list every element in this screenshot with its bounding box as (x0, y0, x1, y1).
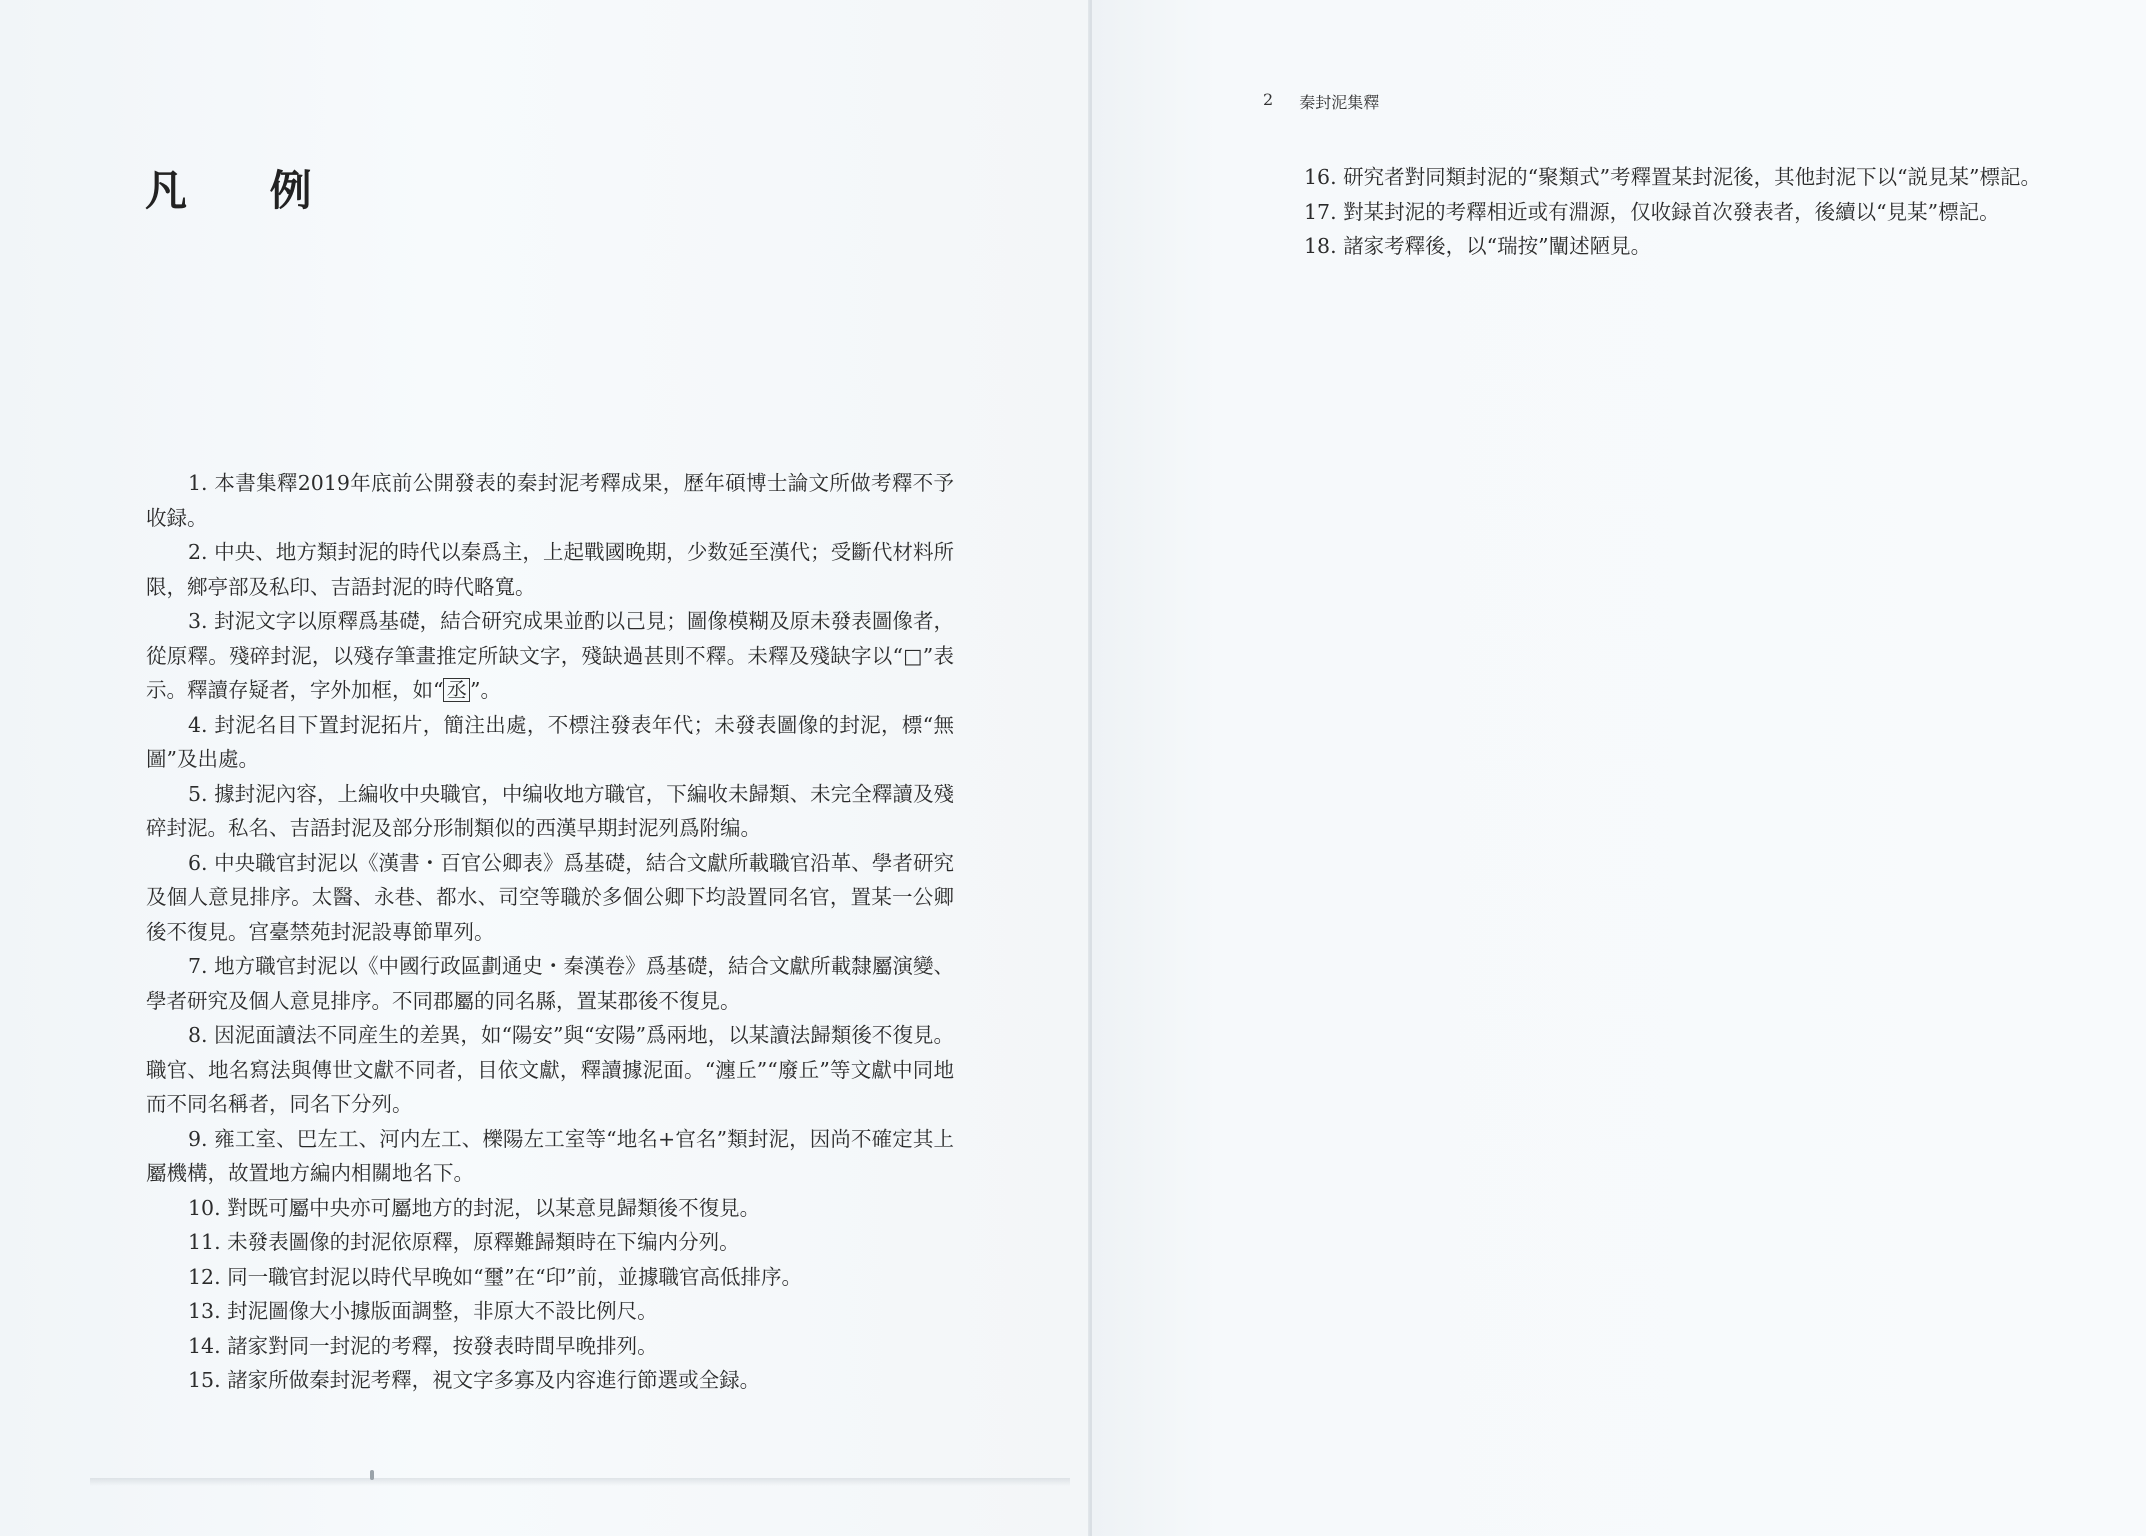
rule-item-1: 1. 本書集釋2019年底前公開發表的秦封泥考釋成果，歷年碩博士論文所做考釋不予收録。 (146, 471, 954, 530)
rule-item-4: 4. 封泥名目下置封泥拓片，簡注出處，不標注發表年代；未發表圖像的封泥，標“無圖”及出處。 (146, 712, 954, 771)
rule-item-5: 5. 據封泥內容，上編收中央職官，中编收地方職官，下編收未歸類、未完全釋讀及殘碎封泥。私名、吉語封泥及部分形制類似的西漢早期封泥列爲附编。 (146, 781, 954, 840)
rule-item-18: 18. 諸家考釋後，以“瑞按”闡述陋見。 (1304, 234, 1652, 258)
running-title: 秦封泥集釋 (1299, 93, 1380, 112)
rule-item-10: 10. 對既可屬中央亦可屬地方的封泥，以某意見歸類後不復見。 (188, 1195, 761, 1220)
rule-item-9: 9. 雍工室、巴左工、河内左工、櫟陽左工室等“地名+官名”類封泥，因尚不確定其上屬機構，故置地方編内相關地名下。 (146, 1126, 954, 1185)
rule-item-12: 12. 同一職官封泥以時代早晚如“璽”在“印”前，並據職官高低排序。 (188, 1264, 803, 1289)
rule-item-7: 7. 地方職官封泥以《中國行政區劃通史・秦漢卷》爲基礎，結合文獻所載隸屬演變、學者研究及個人意見排序。不同郡屬的同名縣，置某郡後不復見。 (146, 954, 954, 1013)
rule-item-3-tail: ”。 (469, 678, 501, 702)
page-title: 凡 例 (145, 166, 346, 215)
left-body-text (146, 466, 954, 1398)
rule-item-2: 2. 中央、地方類封泥的時代以秦爲主，上起戰國晚期，少数延至漢代；受斷代材料所限，鄉亭部及私印、吉語封泥的時代略寬。 (146, 540, 954, 599)
boxed-uncertain-char: 丞 (443, 678, 470, 702)
rule-item-3-text: 3. 封泥文字以原釋爲基礎，結合研究成果並酌以己見；圖像模糊及原未發表圖像者，從原釋。殘碎封泥，以殘存筆畫推定所缺文字，殘缺過甚則不釋。未釋及殘缺字以“□”表示。釋讀存疑者，字外加框，如“ (146, 609, 954, 702)
right-body-text (1262, 160, 2070, 264)
rule-item-15: 15. 諸家所做秦封泥考釋，視文字多寡及内容進行節選或全録。 (188, 1368, 761, 1392)
rule-item-8: 8. 因泥面讀法不同産生的差異，如“陽安”與“安陽”爲兩地，以某讀法歸類後不復見。職官、地名寫法與傳世文獻不同者，目依文獻，釋讀據泥面。“瀍丘”“廢丘”等文獻中同地而不同名稱者，同名下分列。 (146, 1023, 954, 1116)
rule-item-14: 14. 諸家對同一封泥的考釋，按發表時間早晚排列。 (188, 1333, 658, 1358)
rule-item-6: 6. 中央職官封泥以《漢書・百官公卿表》爲基礎，結合文獻所載職官沿革、學者研究及個人意見排序。太醫、永巷、都水、司空等職於多個公卿下均設置同名官，置某一公卿後不復見。宫臺禁苑封泥設專節單列。 (146, 850, 954, 944)
page-number: 2 (1263, 90, 1274, 109)
page-bottom-shadow (90, 1478, 1070, 1486)
rule-item-3 (146, 604, 954, 708)
rule-item-16: 16. 研究者對同類封泥的“聚類式”考釋置某封泥後，其他封泥下以“説見某”標記。 (1304, 165, 2042, 189)
paper-speck (370, 1470, 374, 1480)
rule-item-11: 11. 未發表圖像的封泥依原釋，原釋難歸類時在下编内分列。 (188, 1230, 740, 1254)
running-header (1263, 90, 1379, 113)
rule-item-17: 17. 對某封泥的考釋相近或有淵源，仅收録首次發表者，後續以“見某”標記。 (1304, 199, 2000, 224)
rule-item-13: 13. 封泥圖像大小據版面調整，非原大不設比例尺。 (188, 1299, 658, 1323)
